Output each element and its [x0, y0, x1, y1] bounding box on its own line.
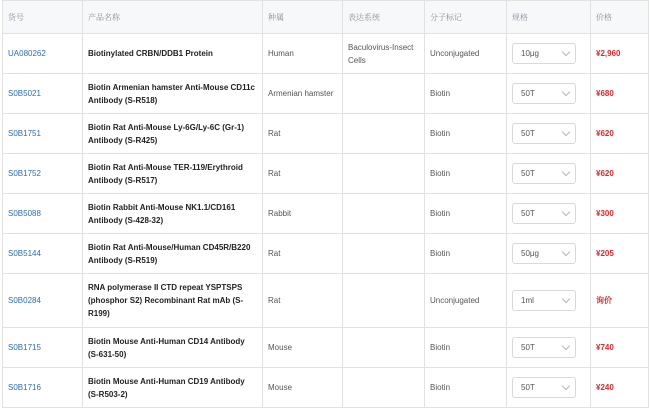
spec-select-value: 50T — [521, 383, 535, 392]
spec-select[interactable] — [512, 377, 576, 398]
spec-cell — [507, 114, 591, 154]
expression-cell — [343, 368, 425, 408]
spec-cell — [507, 328, 591, 368]
product-code-link[interactable]: S0B1715 — [3, 328, 83, 368]
expression-cell — [343, 154, 425, 194]
product-name[interactable]: Biotin Rat Anti-Mouse/Human CD45R/B220 Antibody (S-R519) — [83, 234, 263, 274]
product-code-link[interactable]: S0B1716 — [3, 368, 83, 408]
price-cell: ¥2,960 — [591, 34, 649, 74]
spec-select[interactable] — [512, 43, 576, 64]
product-name[interactable]: Biotin Mouse Anti-Human CD19 Antibody (S-R503-2) — [83, 368, 263, 408]
price-cell: ¥680 — [591, 74, 649, 114]
spec-select-value: 50T — [521, 169, 535, 178]
product-name[interactable]: RNA polymerase II CTD repeat YSPTSPS (phosphor S2) Recombinant Rat mAb (S-R199) — [83, 274, 263, 328]
species-cell: Armenian hamster — [263, 74, 343, 114]
expression-cell — [343, 114, 425, 154]
price-cell: ¥205 — [591, 234, 649, 274]
table-row — [3, 114, 649, 154]
header-code: 货号 — [3, 1, 83, 34]
product-name[interactable]: Biotin Rat Anti-Mouse Ly-6G/Ly-6C (Gr-1) Antibody (S-R425) — [83, 114, 263, 154]
tag-cell: Biotin — [425, 154, 507, 194]
species-cell: Rat — [263, 114, 343, 154]
spec-select-value: 50T — [521, 129, 535, 138]
chevron-down-icon — [562, 295, 570, 303]
product-code-link[interactable]: UA080262 — [3, 34, 83, 74]
expression-cell — [343, 234, 425, 274]
chevron-down-icon — [562, 48, 570, 56]
header-species: 种属 — [263, 1, 343, 34]
product-code-link[interactable]: S0B1751 — [3, 114, 83, 154]
price-cell: ¥620 — [591, 154, 649, 194]
expression-cell — [343, 328, 425, 368]
price-cell: ¥300 — [591, 194, 649, 234]
tag-cell: Biotin — [425, 114, 507, 154]
header-price: 价格 — [591, 1, 649, 34]
spec-select[interactable] — [512, 123, 576, 144]
tag-cell: Biotin — [425, 74, 507, 114]
tag-cell: Biotin — [425, 368, 507, 408]
tag-cell: Unconjugated — [425, 34, 507, 74]
spec-select-value: 1ml — [521, 296, 534, 305]
product-code-link[interactable]: S0B5144 — [3, 234, 83, 274]
species-cell: Rat — [263, 274, 343, 328]
product-table — [2, 0, 649, 408]
species-cell: Rat — [263, 154, 343, 194]
spec-cell — [507, 74, 591, 114]
species-cell: Mouse — [263, 328, 343, 368]
price-cell: 询价 — [591, 274, 649, 328]
spec-cell — [507, 274, 591, 328]
expression-cell — [343, 74, 425, 114]
spec-cell — [507, 234, 591, 274]
header-tag: 分子标记 — [425, 1, 507, 34]
species-cell: Rabbit — [263, 194, 343, 234]
table-row — [3, 368, 649, 408]
species-cell: Rat — [263, 234, 343, 274]
tag-cell: Unconjugated — [425, 274, 507, 328]
spec-select[interactable] — [512, 290, 576, 311]
product-code-link[interactable]: S0B5088 — [3, 194, 83, 234]
expression-cell — [343, 194, 425, 234]
product-name[interactable]: Biotinylated CRBN/DDB1 Protein — [83, 34, 263, 74]
product-name[interactable]: Biotin Rat Anti-Mouse TER-119/Erythroid Antibody (S-R517) — [83, 154, 263, 194]
table-row — [3, 154, 649, 194]
spec-select[interactable] — [512, 337, 576, 358]
table-header-row — [3, 1, 649, 34]
table-row — [3, 274, 649, 328]
spec-cell — [507, 194, 591, 234]
spec-select-value: 50T — [521, 343, 535, 352]
product-name[interactable]: Biotin Armenian hamster Anti-Mouse CD11c Antibody (S-R518) — [83, 74, 263, 114]
expression-cell: Baculovirus-Insect Cells — [343, 34, 425, 74]
product-code-link[interactable]: S0B5021 — [3, 74, 83, 114]
species-cell: Mouse — [263, 368, 343, 408]
species-cell: Human — [263, 34, 343, 74]
tag-cell: Biotin — [425, 328, 507, 368]
spec-select[interactable] — [512, 83, 576, 104]
chevron-down-icon — [562, 128, 570, 136]
price-cell: ¥740 — [591, 328, 649, 368]
chevron-down-icon — [562, 168, 570, 176]
spec-cell — [507, 368, 591, 408]
chevron-down-icon — [562, 248, 570, 256]
header-spec: 规格 — [507, 1, 591, 34]
chevron-down-icon — [562, 88, 570, 96]
chevron-down-icon — [562, 342, 570, 350]
spec-select-value: 10μg — [521, 49, 539, 58]
table-row — [3, 34, 649, 74]
spec-select[interactable] — [512, 203, 576, 224]
price-cell: ¥240 — [591, 368, 649, 408]
spec-select[interactable] — [512, 243, 576, 264]
price-cell: ¥620 — [591, 114, 649, 154]
table-row — [3, 234, 649, 274]
spec-select-value: 50μg — [521, 249, 539, 258]
tag-cell: Biotin — [425, 194, 507, 234]
tag-cell: Biotin — [425, 234, 507, 274]
spec-select-value: 50T — [521, 209, 535, 218]
spec-select[interactable] — [512, 163, 576, 184]
product-name[interactable]: Biotin Mouse Anti-Human CD14 Antibody (S-631-50) — [83, 328, 263, 368]
table-row — [3, 328, 649, 368]
header-expression: 表达系统 — [343, 1, 425, 34]
table-row — [3, 194, 649, 234]
chevron-down-icon — [562, 208, 570, 216]
product-code-link[interactable]: S0B0284 — [3, 274, 83, 328]
table-row — [3, 74, 649, 114]
product-code-link[interactable]: S0B1752 — [3, 154, 83, 194]
header-name: 产品名称 — [83, 1, 263, 34]
spec-cell — [507, 154, 591, 194]
spec-cell — [507, 34, 591, 74]
chevron-down-icon — [562, 382, 570, 390]
spec-select-value: 50T — [521, 89, 535, 98]
expression-cell — [343, 274, 425, 328]
product-name[interactable]: Biotin Rabbit Anti-Mouse NK1.1/CD161 Antibody (S-428-32) — [83, 194, 263, 234]
